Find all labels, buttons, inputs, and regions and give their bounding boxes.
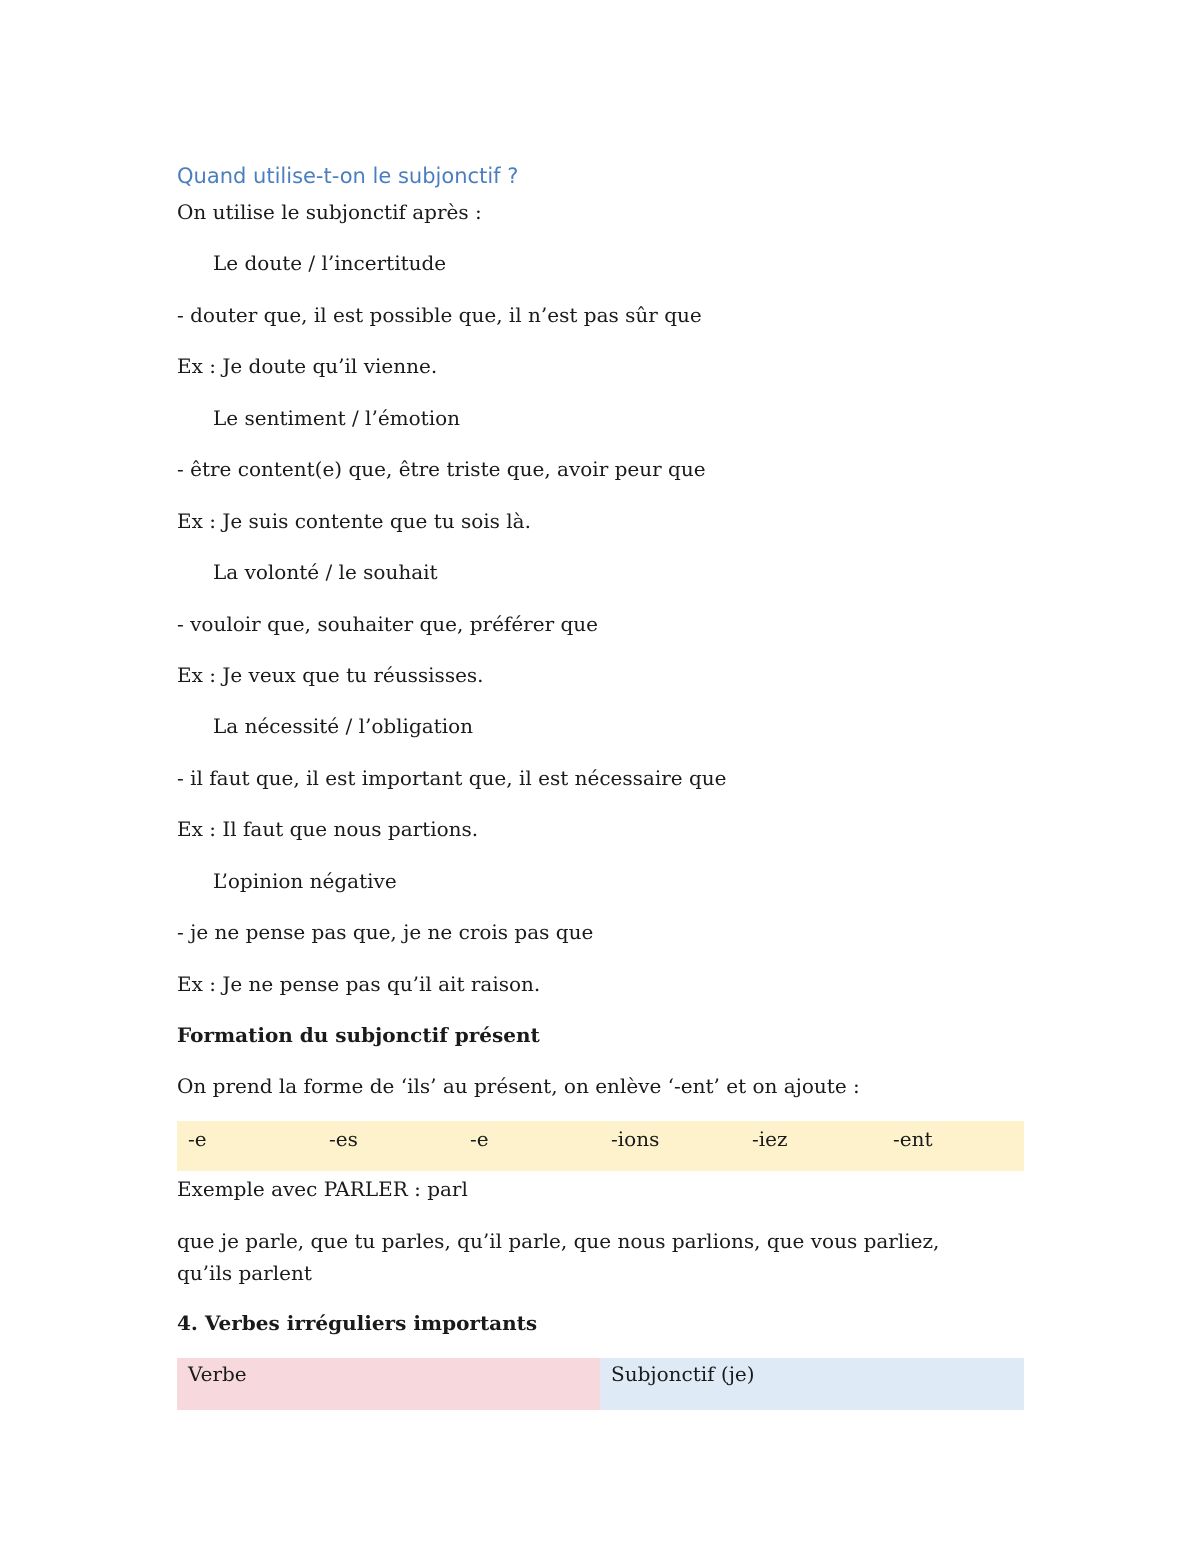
section-example-sentiment: Ex : Je suis contente que tu sois là. <box>177 509 531 533</box>
table-header-cell <box>177 1358 600 1410</box>
page-title: Quand utilise-t-on le subjonctif ? <box>177 164 519 188</box>
irregular-title: 4. Verbes irréguliers importants <box>177 1311 538 1335</box>
section-list-necessite: - il faut que, il est important que, il est nécessaire que <box>177 766 727 790</box>
column-header-verbe: Verbe <box>188 1362 247 1386</box>
section-list-doute: - douter que, il est possible que, il n’est pas sûr que <box>177 303 702 327</box>
ending-cell: -iez <box>752 1127 788 1151</box>
ending-cell: -ent <box>893 1127 933 1151</box>
irregular-verbs-table <box>177 1358 1024 1410</box>
section-title-sentiment: Le sentiment / l’émotion <box>213 406 461 430</box>
section-example-opinion: Ex : Je ne pense pas qu’il ait raison. <box>177 972 541 996</box>
formation-title: Formation du subjonctif présent <box>177 1023 540 1047</box>
intro-text: On utilise le subjonctif après : <box>177 200 482 224</box>
ending-cell: -e <box>188 1127 207 1151</box>
section-title-volonte: La volonté / le souhait <box>213 560 438 584</box>
section-list-opinion: - je ne pense pas que, je ne crois pas que <box>177 920 594 944</box>
ending-cell: -es <box>329 1127 358 1151</box>
ending-cell: -ions <box>611 1127 660 1151</box>
section-example-doute: Ex : Je doute qu’il vienne. <box>177 354 438 378</box>
example-intro: Exemple avec PARLER : parl <box>177 1177 468 1201</box>
conjugation-text: que je parle, que tu parles, qu’il parle, que nous parlions, que vous parliez, qu’ils parlent <box>177 1229 940 1285</box>
section-example-volonte: Ex : Je veux que tu réussisses. <box>177 663 484 687</box>
section-list-volonte: - vouloir que, souhaiter que, préférer que <box>177 612 599 636</box>
section-list-sentiment: - être content(e) que, être triste que, avoir peur que <box>177 457 706 481</box>
column-header-subjonctif: Subjonctif (je) <box>611 1362 755 1386</box>
section-title-opinion: L’opinion négative <box>213 869 397 893</box>
table-header-cell <box>600 1358 1024 1410</box>
section-title-necessite: La nécessité / l’obligation <box>213 714 474 738</box>
section-example-necessite: Ex : Il faut que nous partions. <box>177 817 479 841</box>
ending-cell: -e <box>470 1127 489 1151</box>
endings-table <box>177 1121 1024 1171</box>
formation-rule: On prend la forme de ‘ils’ au présent, on enlève ‘-ent’ et on ajoute : <box>177 1074 860 1098</box>
section-title-doute: Le doute / l’incertitude <box>213 251 447 275</box>
